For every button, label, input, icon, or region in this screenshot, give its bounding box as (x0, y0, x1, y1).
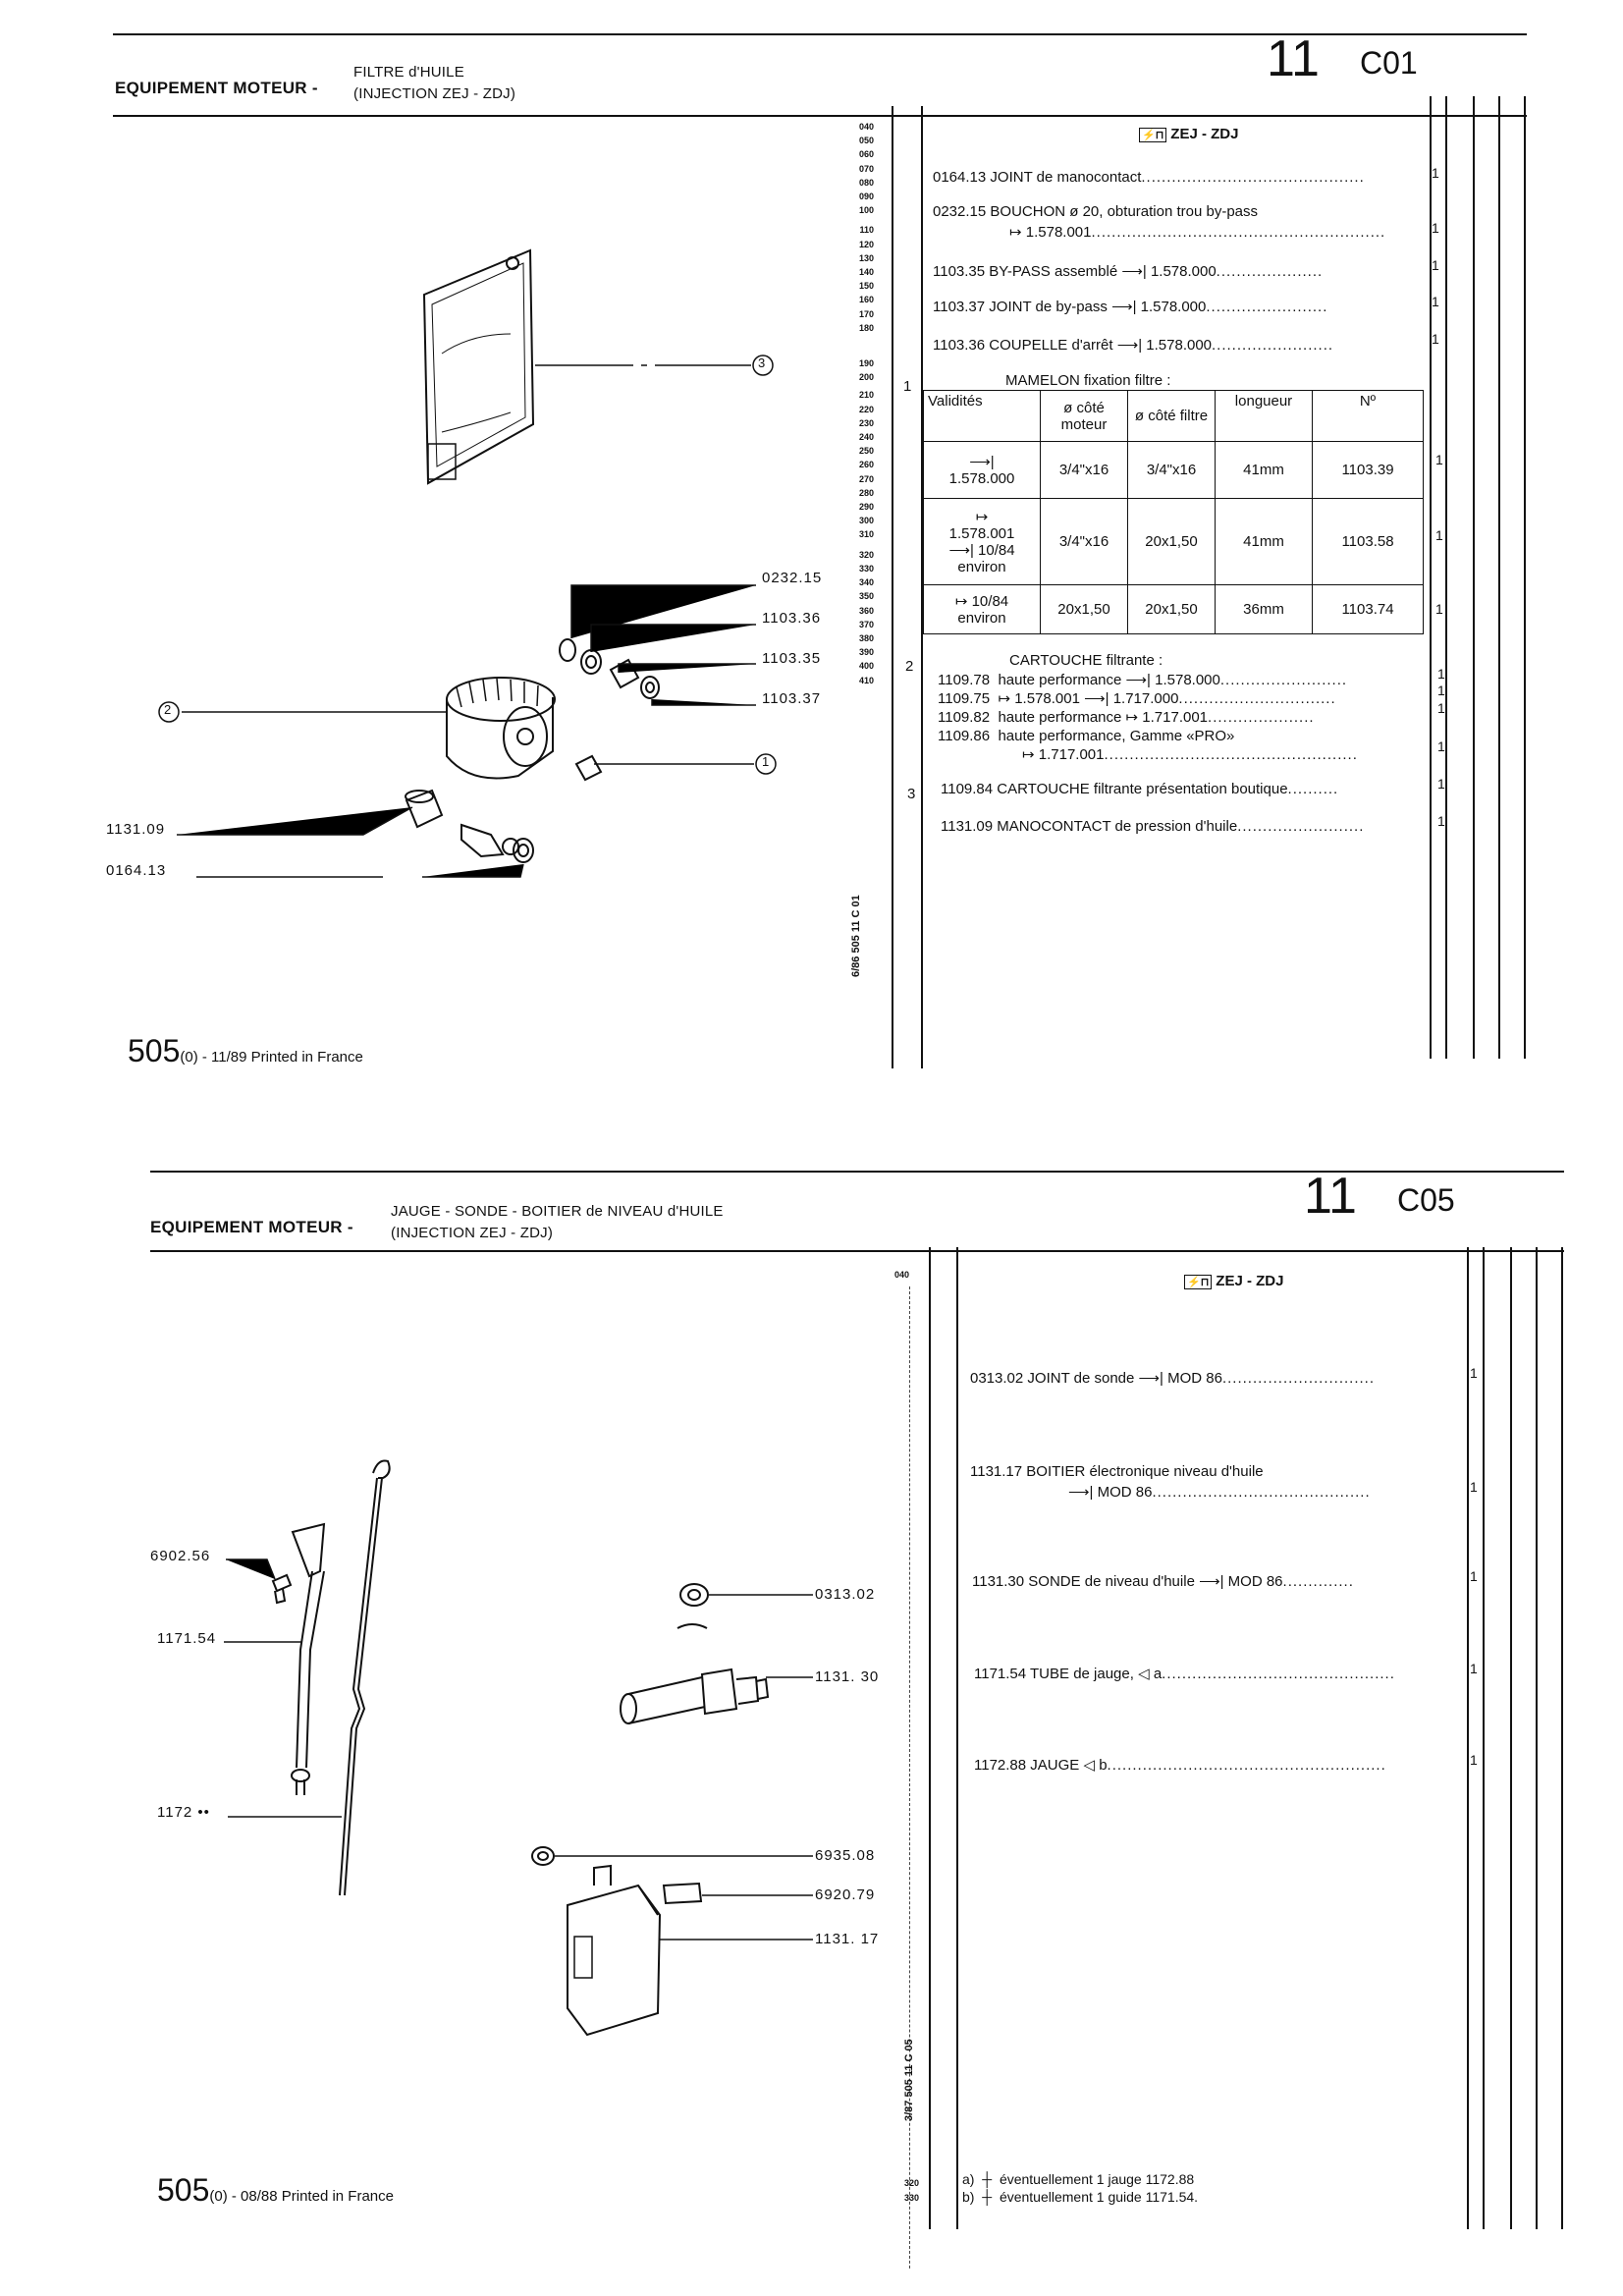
sheet-filtre-huile (0, 0, 1623, 1120)
line-number: 240 (858, 432, 874, 443)
page-code: C05 (1397, 1182, 1455, 1218)
part-row (972, 1572, 1354, 1590)
leader-dots: ..................... (1216, 263, 1324, 280)
part-ref: 0164.13 (933, 169, 987, 186)
line-number: 110 (859, 225, 874, 236)
leader-line (619, 664, 756, 673)
line-number: 130 (858, 252, 874, 263)
line-number: 380 (858, 632, 874, 643)
engine-variant (1184, 1273, 1283, 1289)
column-rule (1445, 96, 1447, 1059)
line-number: 060 (858, 149, 874, 160)
until-arrow-icon: ⟶| (1199, 1573, 1224, 1590)
part-row (933, 169, 1424, 186)
line-number: 320 (858, 549, 874, 560)
part-row-continuation (1009, 223, 1385, 241)
line-number: 070 (858, 163, 874, 174)
part-row (974, 1665, 1395, 1682)
validity-cell (924, 585, 1041, 634)
part-ref: 1103.36 (933, 337, 986, 354)
part-desc: JOINT de manocontact (990, 169, 1142, 186)
model-year: MOD 86 (1227, 1573, 1283, 1590)
line-number: 170 (858, 308, 874, 319)
line-number: 340 (858, 577, 874, 588)
part-desc: haute performance (998, 672, 1122, 688)
table-header: ø côté filtre (1128, 391, 1216, 442)
table-cell: 3/4"x16 (1128, 442, 1216, 499)
table-cell: 1103.58 (1313, 499, 1424, 585)
table-cell: 20x1,50 (1128, 585, 1216, 634)
line-number: 080 (858, 177, 874, 188)
from-arrow-icon: ↦ (954, 592, 968, 610)
part-qty: 1 (1470, 1568, 1478, 1584)
line-number: 180 (858, 322, 874, 333)
cross-icon: ┼ (982, 2171, 993, 2187)
until-arrow-icon: ⟶| (1068, 1484, 1094, 1501)
line-number: 220 (858, 404, 874, 414)
line-number: 390 (858, 647, 874, 658)
note-text: éventuellement 1 jauge 1172.88 (999, 2171, 1195, 2187)
guide-arrow-icon: ◁ (1138, 1666, 1150, 1682)
leader-dots: .......... (1287, 781, 1339, 797)
callout-label: 1103.37 (762, 690, 822, 707)
side-code: 6/86 505 11 C 01 (850, 895, 862, 977)
callout-label: 6935.08 (815, 1847, 876, 1864)
line-number: 120 (858, 239, 874, 249)
leader-dots: ........................ (1206, 299, 1328, 315)
line-number: 200 (858, 372, 874, 383)
item-index: 2 (905, 658, 914, 675)
line-number: 300 (858, 516, 874, 526)
serial-number: 1.717.001 (1142, 709, 1209, 726)
part-qty: 1 (1437, 813, 1445, 829)
part-desc: JAUGE (1030, 1757, 1080, 1774)
part-ref: 1131.17 (970, 1463, 1023, 1480)
part-ref: 1109.78 (938, 672, 991, 688)
part-ref: 1103.37 (933, 299, 986, 315)
variant-label: ZEJ - ZDJ (1216, 1273, 1284, 1289)
until-arrow-icon: ⟶| (1111, 299, 1137, 315)
leader-dots: .............................................. (1162, 1666, 1395, 1682)
line-number: 330 (903, 2193, 919, 2203)
leader-dots: .............. (1282, 1573, 1354, 1590)
column-rule (1536, 1247, 1538, 2229)
serial-number: 1.578.001 (1025, 224, 1092, 241)
line-number: 330 (858, 563, 874, 574)
side-code: 3/87 505 11 C 05 (903, 2039, 915, 2121)
part-desc: BOUCHON ø 20, obturation trou by-pass (990, 203, 1259, 220)
item-index: 1 (903, 378, 912, 395)
validity-value: environ (957, 558, 1006, 575)
validity-value: 10/84 (978, 541, 1015, 559)
leader-dots: ..................... (1208, 709, 1315, 726)
column-rule (1561, 1247, 1563, 2229)
line-number: 090 (858, 191, 874, 202)
part-desc: JOINT de sonde (1027, 1370, 1135, 1387)
part-desc: haute performance, Gamme «PRO» (998, 728, 1235, 744)
callout-label: 6902.56 (150, 1548, 211, 1564)
line-number: 290 (858, 502, 874, 513)
from-arrow-icon: ↦ (1125, 709, 1139, 726)
leader-dots: ......................... (1237, 818, 1365, 835)
part-row (974, 1756, 1386, 1774)
model-year: MOD 86 (1167, 1370, 1222, 1387)
model-number: 505 (128, 1033, 181, 1068)
table-header: Validités (924, 391, 1041, 442)
part-qty: 1 (1432, 165, 1439, 181)
footer-text: (0) - 11/89 Printed in France (180, 1049, 363, 1066)
mamelon-table (923, 390, 1424, 634)
part-qty: 1 (1435, 601, 1443, 617)
page-subtitle: JAUGE - SONDE - BOITIER de NIVEAU d'HUILE (391, 1203, 724, 1220)
column-rule (1524, 96, 1526, 1059)
part-row (941, 781, 1338, 797)
part-ref: 1109.82 (938, 709, 991, 726)
engine-variant (1139, 126, 1238, 142)
table-row (924, 585, 1424, 634)
callout-label: 1171.54 (157, 1630, 217, 1647)
note-mark: b) (962, 2189, 975, 2205)
page-title: EQUIPEMENT MOTEUR - (150, 1218, 353, 1236)
from-arrow-icon: ↦ (998, 690, 1011, 707)
table-cell: 41mm (1216, 499, 1313, 585)
callout-label: 0164.13 (106, 862, 167, 879)
part-qty: 1 (1470, 1365, 1478, 1381)
group-number: 11 (1304, 1168, 1357, 1225)
part-qty: 1 (1435, 527, 1443, 543)
part-ref: 1172.88 (974, 1757, 1027, 1774)
callout-number: 2 (164, 702, 173, 717)
table-header-row (924, 391, 1424, 442)
from-arrow-icon: ↦ (1009, 224, 1022, 241)
page-subtitle-2: (INJECTION ZEJ - ZDJ) (391, 1225, 554, 1241)
callout-label: 1103.35 (762, 650, 822, 667)
until-arrow-icon: ⟶| (1138, 1370, 1163, 1387)
note-mark: a) (962, 2171, 975, 2187)
model-year: MOD 86 (1097, 1484, 1153, 1501)
line-number-column (848, 120, 876, 687)
part-desc: MANOCONTACT de pression d'huile (997, 818, 1238, 835)
until-arrow-icon: ⟶| (1125, 672, 1151, 688)
line-number: 050 (858, 136, 874, 146)
line-number: 230 (858, 417, 874, 428)
table-cell: 36mm (1216, 585, 1313, 634)
note-ref: b (1099, 1757, 1108, 1774)
line-number: 360 (858, 605, 874, 616)
part-qty: 1 (1470, 1752, 1478, 1768)
callout-number: 1 (762, 754, 771, 769)
table-row (924, 499, 1424, 585)
variant-label: ZEJ - ZDJ (1170, 126, 1239, 142)
serial-number: 1.578.000 (1140, 299, 1207, 315)
page-code: C01 (1360, 45, 1418, 81)
validity-value: 1.578.000 (948, 470, 1015, 487)
line-number: 040 (858, 122, 874, 132)
callout-label: 1172 •• (157, 1804, 210, 1821)
column-rule (1510, 1247, 1512, 2229)
boutique-package-drawing (424, 250, 533, 483)
line-number: 370 (858, 619, 874, 629)
part-row (933, 262, 1323, 280)
part-ref: 0232.15 (933, 203, 987, 220)
table-cell: 3/4"x16 (1041, 499, 1128, 585)
leader-dots: ............................................ (1141, 169, 1365, 186)
part-qty: 1 (1435, 452, 1443, 467)
leader-line (177, 807, 412, 835)
callout-label: 1131.09 (106, 821, 166, 838)
part-ref: 1109.84 (941, 781, 994, 797)
page-footer (128, 1033, 363, 1069)
part-qty: 1 (1432, 257, 1439, 273)
part-desc: CARTOUCHE filtrante présentation boutique (997, 781, 1288, 797)
table-row (924, 442, 1424, 499)
line-number: 250 (858, 446, 874, 457)
callout-label: 1131. 17 (815, 1931, 880, 1947)
line-number: 400 (858, 661, 874, 672)
part-qty: 1 (1437, 666, 1445, 682)
sensor-drawing (621, 1584, 768, 1723)
dashed-margin (909, 1286, 910, 2269)
dipstick-tube-drawing (292, 1524, 324, 1795)
line-number: 260 (858, 460, 874, 470)
line-number: 410 (858, 675, 874, 685)
line-number: 210 (858, 390, 874, 401)
column-rule (956, 1247, 958, 2229)
part-qty: 1 (1437, 738, 1445, 754)
part-row (933, 298, 1327, 315)
line-number: 280 (858, 487, 874, 498)
part-desc: SONDE de niveau d'huile (1028, 1573, 1195, 1590)
callout-label: 1131. 30 (815, 1668, 880, 1685)
part-row (941, 818, 1364, 835)
part-row-continuation (1068, 1483, 1371, 1501)
page-subtitle: FILTRE d'HUILE (353, 64, 464, 81)
part-ref: 1131.30 (972, 1573, 1025, 1590)
validity-cell (924, 442, 1041, 499)
leader-dots: ......................... (1219, 672, 1348, 688)
part-qty: 1 (1437, 683, 1445, 698)
table-cell: 41mm (1216, 442, 1313, 499)
injection-icon: ⚡⊓ (1184, 1275, 1212, 1289)
leader-dots: ........................................... (1152, 1484, 1371, 1501)
table-cell: 3/4"x16 (1041, 442, 1128, 499)
leader-line (591, 625, 756, 652)
page-subtitle-2: (INJECTION ZEJ - ZDJ) (353, 85, 516, 102)
item-index: 3 (907, 786, 916, 802)
part-desc: BOITIER électronique niveau d'huile (1026, 1463, 1264, 1480)
part-desc: TUBE de jauge, (1030, 1666, 1134, 1682)
table-header: longueur (1216, 391, 1313, 442)
dipstick-diagram (0, 1139, 903, 2121)
from-arrow-icon: ↦ (1022, 746, 1035, 763)
validity-value: environ (957, 609, 1006, 627)
serial-number: 1.578.000 (1155, 672, 1220, 688)
small-parts-drawing (560, 639, 659, 780)
line-number: 310 (858, 529, 874, 540)
footnote (962, 2170, 1198, 2206)
table-cell: 20x1,50 (1128, 499, 1216, 585)
page-footer (157, 2172, 394, 2209)
part-row (933, 336, 1333, 354)
part-desc: BY-PASS assemblé (989, 263, 1118, 280)
mamelon-title: MAMELON fixation filtre : (1005, 372, 1171, 389)
column-rule (1473, 96, 1475, 1059)
leader-line (226, 1559, 275, 1579)
injection-icon: ⚡⊓ (1139, 128, 1166, 142)
line-number: 270 (858, 473, 874, 484)
callout-label: 0232.15 (762, 570, 823, 586)
part-desc: 1.578.001 (1014, 690, 1080, 707)
from-arrow-icon: ↦ (975, 508, 989, 525)
callout-label: 1103.36 (762, 610, 822, 627)
column-rule (1483, 1247, 1485, 2229)
serial-number: 1.578.000 (1150, 263, 1217, 280)
leader-dots: ........................ (1212, 337, 1334, 354)
filter-cartridge-drawing (447, 678, 555, 779)
line-number: 140 (858, 267, 874, 278)
line-number: 190 (858, 358, 874, 369)
model-number: 505 (157, 2172, 210, 2208)
guide-arrow-icon: ◁ (1083, 1757, 1096, 1774)
until-arrow-icon: ⟶| (1116, 337, 1143, 354)
validity-value: 1.578.001 (948, 524, 1015, 542)
cartouche-title: CARTOUCHE filtrante : (1009, 652, 1163, 669)
part-qty: 1 (1432, 220, 1439, 236)
part-qty: 1 (1437, 700, 1445, 716)
electronic-box-drawing (532, 1847, 701, 2035)
note-ref: a (1153, 1666, 1163, 1682)
leader-dots: ............................... (1178, 690, 1336, 707)
part-desc: haute performance (998, 709, 1122, 726)
part-ref: 1103.35 (933, 263, 986, 280)
line-number: 350 (858, 591, 874, 602)
part-row (933, 203, 1258, 220)
until-arrow-icon: ⟶| (1084, 690, 1109, 707)
part-desc: COUPELLE d'arrêt (989, 337, 1113, 354)
part-qty: 1 (1432, 331, 1439, 347)
part-ref: 1109.86 (938, 728, 991, 744)
table-cell: 1103.39 (1313, 442, 1424, 499)
leader-line (196, 864, 523, 877)
group-number: 11 (1267, 30, 1320, 87)
leader-dots: ....................................................... (1107, 1757, 1386, 1774)
sheet-jauge-sonde (0, 1139, 1623, 2288)
leader-dots: .................................................. (1104, 746, 1358, 763)
callout-number: 3 (758, 355, 767, 370)
part-row (970, 1463, 1264, 1480)
until-arrow-icon: ⟶| (1121, 263, 1147, 280)
until-arrow-icon: ⟶| (948, 541, 974, 559)
validity-cell (924, 499, 1041, 585)
page-title: EQUIPEMENT MOTEUR - (115, 79, 318, 97)
serial-number: 1.717.001 (1038, 746, 1105, 763)
column-rule (1467, 1247, 1469, 2229)
part-ref: 1171.54 (974, 1666, 1027, 1682)
serial-number: 1.717.000 (1112, 690, 1179, 707)
part-ref: 1109.75 (938, 690, 991, 707)
column-rule (1498, 96, 1500, 1059)
line-number: 150 (858, 281, 874, 292)
part-row (970, 1369, 1375, 1387)
serial-number: 1.578.000 (1146, 337, 1213, 354)
until-arrow-icon: ⟶| (969, 454, 995, 470)
part-ref: 0313.02 (970, 1370, 1024, 1387)
bolt-drawing (273, 1575, 291, 1603)
part-ref: 1131.09 (941, 818, 994, 835)
footer-text: (0) - 08/88 Printed in France (209, 2188, 394, 2205)
table-header: Nº (1313, 391, 1424, 442)
validity-value: 10/84 (971, 592, 1009, 610)
dipstick-drawing (340, 1461, 390, 1896)
cross-icon: ┼ (982, 2189, 993, 2205)
line-number: 100 (858, 205, 874, 216)
part-qty: 1 (1432, 294, 1439, 309)
part-qty: 1 (1437, 776, 1445, 792)
manocontact-drawing (406, 791, 533, 862)
callout-label: 6920.79 (815, 1886, 876, 1903)
note-text: éventuellement 1 guide 1171.54. (999, 2189, 1199, 2205)
line-number: 040 (893, 1270, 909, 1280)
column-rule (929, 1247, 931, 2229)
part-desc: JOINT de by-pass (989, 299, 1108, 315)
leader-dots: .............................. (1221, 1370, 1375, 1387)
line-number: 160 (858, 295, 874, 305)
column-rule (892, 106, 893, 1068)
callout-label: 0313.02 (815, 1586, 876, 1603)
table-cell: 1103.74 (1313, 585, 1424, 634)
leader-dots: .......................................................... (1091, 224, 1386, 241)
table-cell: 20x1,50 (1041, 585, 1128, 634)
part-row (938, 671, 1358, 764)
leader-line (652, 699, 756, 705)
column-rule (1430, 96, 1432, 1059)
part-qty: 1 (1470, 1479, 1478, 1495)
part-qty: 1 (1470, 1661, 1478, 1676)
table-header: ø côté moteur (1041, 391, 1128, 442)
line-number: 320 (903, 2178, 919, 2188)
